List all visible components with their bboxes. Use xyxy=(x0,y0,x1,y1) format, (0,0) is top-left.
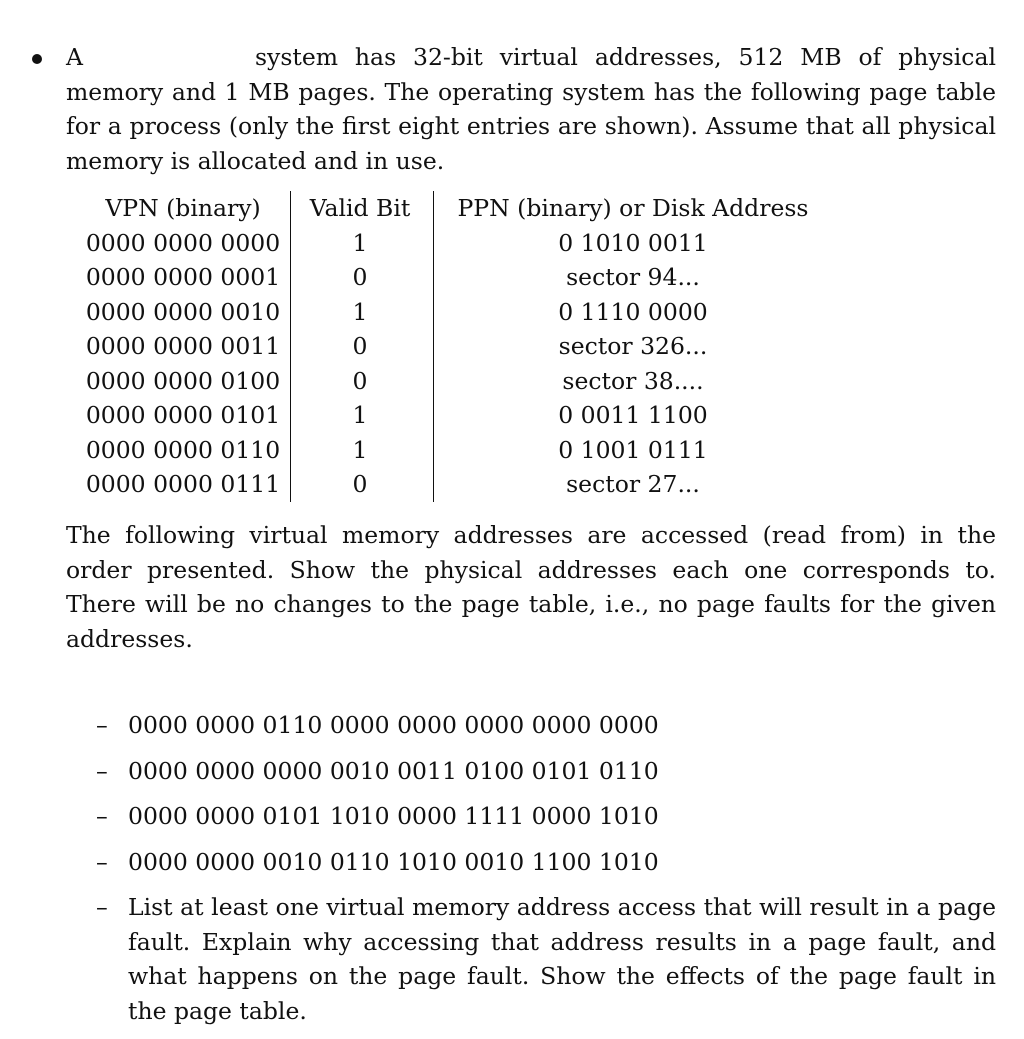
list-item xyxy=(96,799,996,834)
vpn-cell: 0000 0000 0100 xyxy=(80,364,291,399)
address-list xyxy=(96,708,996,1039)
header-valid-bit: Valid Bit xyxy=(291,191,434,226)
valid-cell: 1 xyxy=(291,226,434,261)
target-cell: 0 1110 0000 xyxy=(558,297,708,326)
valid-cell: 0 xyxy=(291,364,434,399)
page-fault-question: List at least one virtual memory address access that will result in a page fault. Explain why accessing that address results in a page fault, and what happens on the page fault. Show the effects of the page fault in the page table. xyxy=(128,893,996,1025)
address-text: 0000 0000 0101 1010 0000 1111 0000 1010 xyxy=(128,802,659,830)
vpn-cell: 0000 0000 0000 xyxy=(80,226,291,261)
valid-cell: 0 xyxy=(291,467,434,502)
list-item xyxy=(96,708,996,743)
table-row xyxy=(80,467,836,502)
target-cell: sector 27... xyxy=(566,470,700,498)
address-text: 0000 0000 0000 0010 0011 0100 0101 0110 xyxy=(128,756,659,785)
dash-marker: – xyxy=(96,756,108,785)
page-table xyxy=(80,191,836,502)
page-table-header xyxy=(80,191,836,226)
table-row xyxy=(80,433,836,468)
table-row xyxy=(80,260,836,295)
access-instructions: The following virtual memory addresses are accessed (read from) in the order presented. Show the physical addresses each one corresponds to. There will be no changes to the page table, i.e., no page faults for the given addresses. xyxy=(66,521,996,653)
table-row xyxy=(80,226,836,261)
vpn-cell: 0000 0000 0011 xyxy=(80,329,291,364)
valid-cell: 1 xyxy=(291,398,434,433)
dash-marker: – xyxy=(96,711,108,739)
target-cell: sector 38.... xyxy=(562,366,704,395)
valid-cell: 1 xyxy=(291,295,434,330)
address-text: 0000 0000 0010 0110 1010 0010 1100 1010 xyxy=(128,847,659,876)
vpn-cell: 0000 0000 0010 xyxy=(80,295,291,330)
table-row xyxy=(80,295,836,330)
bullet-icon xyxy=(32,54,42,64)
target-cell: 0 0011 1100 xyxy=(558,401,708,429)
target-cell: 0 1010 0011 xyxy=(558,228,708,257)
list-item xyxy=(96,845,996,880)
list-item xyxy=(96,890,996,1028)
intro-lead: A xyxy=(66,43,83,71)
problem-intro xyxy=(66,40,996,178)
target-cell: sector 326... xyxy=(558,332,708,360)
table-row xyxy=(80,329,836,364)
vpn-cell: 0000 0000 0101 xyxy=(80,398,291,433)
table-row xyxy=(80,364,836,399)
target-cell: 0 1001 0111 xyxy=(558,435,708,464)
dash-marker: – xyxy=(96,847,108,876)
table-row xyxy=(80,398,836,433)
valid-cell: 1 xyxy=(291,433,434,468)
vpn-cell: 0000 0000 0111 xyxy=(80,467,291,502)
dash-marker: – xyxy=(96,893,108,921)
dash-marker: – xyxy=(96,802,108,830)
vpn-cell: 0000 0000 0001 xyxy=(80,260,291,295)
header-vpn: VPN (binary) xyxy=(80,191,291,226)
vpn-cell: 0000 0000 0110 xyxy=(80,433,291,468)
target-cell: sector 94... xyxy=(566,263,700,291)
address-text: 0000 0000 0110 0000 0000 0000 0000 0000 xyxy=(128,711,659,739)
valid-cell: 0 xyxy=(291,260,434,295)
intro-rest: system has 32-bit virtual addresses, 512 MB of physical memory and 1 MB pages. The operating system has the following page table for a process (only the first eight entries are shown). Assume that all physical memory is allocated and in use. xyxy=(66,43,996,175)
list-item xyxy=(96,754,996,789)
header-ppn-or-disk: PPN (binary) or Disk Address xyxy=(457,194,809,222)
valid-cell: 0 xyxy=(291,329,434,364)
